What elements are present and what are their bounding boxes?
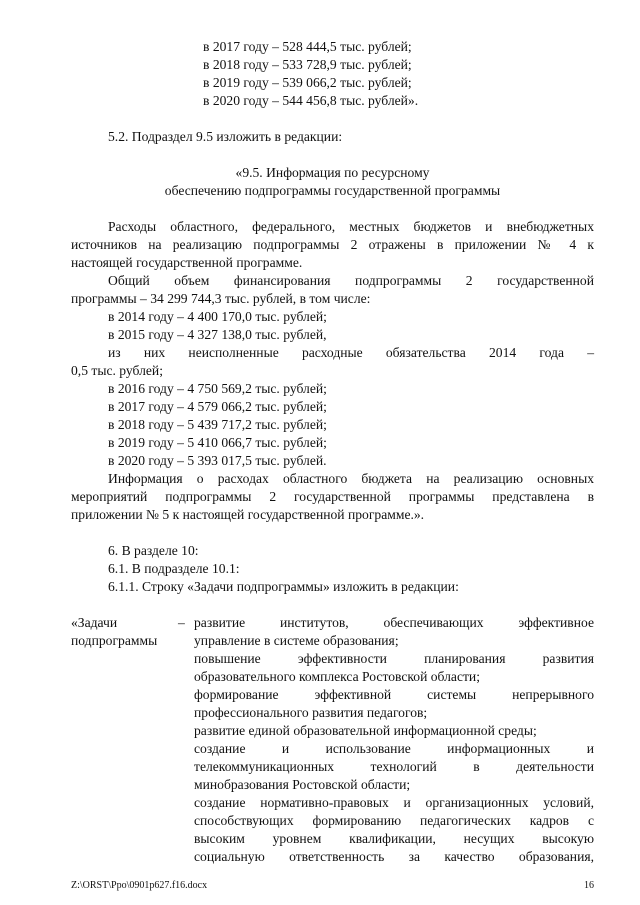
task-row-1: развитие институтов, обеспечивающих эффективное: [194, 615, 594, 630]
funding-line-2015: в 2015 году – 4 327 138,0 тыс. рублей,: [108, 327, 327, 342]
item-6-1-1: 6.1.1. Строку «Задачи подпрограммы» изложить в редакции:: [108, 579, 459, 594]
task-row-10: минобразования Ростовской области;: [194, 777, 411, 792]
funding-line-2018b: в 2018 году – 5 439 717,2 тыс. рублей;: [108, 417, 327, 432]
task-row-4: образовательного комплекса Ростовской области;: [194, 669, 480, 684]
task-row-7: развитие единой образовательной информационной среды;: [194, 723, 537, 738]
section-heading-line-2: обеспечению подпрограммы государственной программы: [164, 183, 501, 198]
funding-line-2017: в 2017 году – 528 444,5 тыс. рублей;: [203, 39, 412, 54]
paragraph-1-line-1: Расходы областного, федерального, местных бюджетов и внебюджетных: [108, 219, 594, 234]
funding-line-2017b: в 2017 году – 4 579 066,2 тыс. рублей;: [108, 399, 327, 414]
funding-line-2016: в 2016 году – 4 750 569,2 тыс. рублей;: [108, 381, 327, 396]
paragraph-3-line-1: Информация о расходах областного бюджета на реализацию основных: [108, 471, 594, 486]
unfulfilled-obligations-line-1: из них неисполненные расходные обязательства 2014 года –: [108, 345, 594, 360]
task-row-8: создание и использование информационных и: [194, 741, 594, 756]
funding-line-2019: в 2019 году – 539 066,2 тыс. рублей;: [203, 75, 412, 90]
task-row-9: телекоммуникационных технологий в деятельности: [194, 759, 594, 774]
item-6-1: 6.1. В подразделе 10.1:: [108, 561, 240, 576]
task-row-14: социальную ответственность за качество образования,: [194, 849, 594, 864]
tasks-dash: –: [178, 615, 185, 630]
paragraph-1-line-2: источников на реализацию подпрограммы 2 отражены в приложении № 4 к: [71, 237, 594, 252]
task-row-6: профессионального развития педагогов;: [194, 705, 428, 720]
funding-line-2014: в 2014 году – 4 400 170,0 тыс. рублей;: [108, 309, 327, 324]
task-row-12: способствующих формированию педагогических кадров с: [194, 813, 594, 828]
item-6: 6. В разделе 10:: [108, 543, 199, 558]
funding-line-2020b: в 2020 году – 5 393 017,5 тыс. рублей.: [108, 453, 327, 468]
task-row-13: высоким уровнем квалификации, несущих высокую: [194, 831, 594, 846]
paragraph-1-line-3: настоящей государственной программе.: [71, 255, 303, 270]
funding-line-2020: в 2020 году – 544 456,8 тыс. рублей».: [203, 93, 419, 108]
task-row-11: создание нормативно-правовых и организационных условий,: [194, 795, 594, 810]
funding-line-2018: в 2018 году – 533 728,9 тыс. рублей;: [203, 57, 412, 72]
paragraph-3-line-3: приложении № 5 к настоящей государственной программе.».: [71, 507, 425, 522]
footer-file-path: Z:\ORST\Ppo\0901p627.f16.docx: [71, 880, 208, 891]
task-row-3: повышение эффективности планирования развития: [194, 651, 594, 666]
funding-line-2019b: в 2019 году – 5 410 066,7 тыс. рублей;: [108, 435, 327, 450]
tasks-label-line-2: подпрограммы: [71, 633, 158, 648]
paragraph-3-line-2: мероприятий подпрограммы 2 государственной программы представлена в: [71, 489, 594, 504]
section-heading-line-1: «9.5. Информация по ресурсному: [235, 165, 430, 180]
task-row-2: управление в системе образования;: [194, 633, 399, 648]
paragraph-2-line-2: программы – 34 299 744,3 тыс. рублей, в том числе:: [71, 291, 371, 306]
page-number: 16: [584, 880, 594, 891]
paragraph-2-line-1: Общий объем финансирования подпрограммы 2 государственной: [108, 273, 594, 288]
task-row-5: формирование эффективной системы непрерывного: [194, 687, 594, 702]
item-5-2: 5.2. Подраздел 9.5 изложить в редакции:: [108, 129, 343, 144]
unfulfilled-obligations-line-2: 0,5 тыс. рублей;: [71, 363, 163, 378]
tasks-label-line-1: «Задачи: [71, 615, 118, 630]
